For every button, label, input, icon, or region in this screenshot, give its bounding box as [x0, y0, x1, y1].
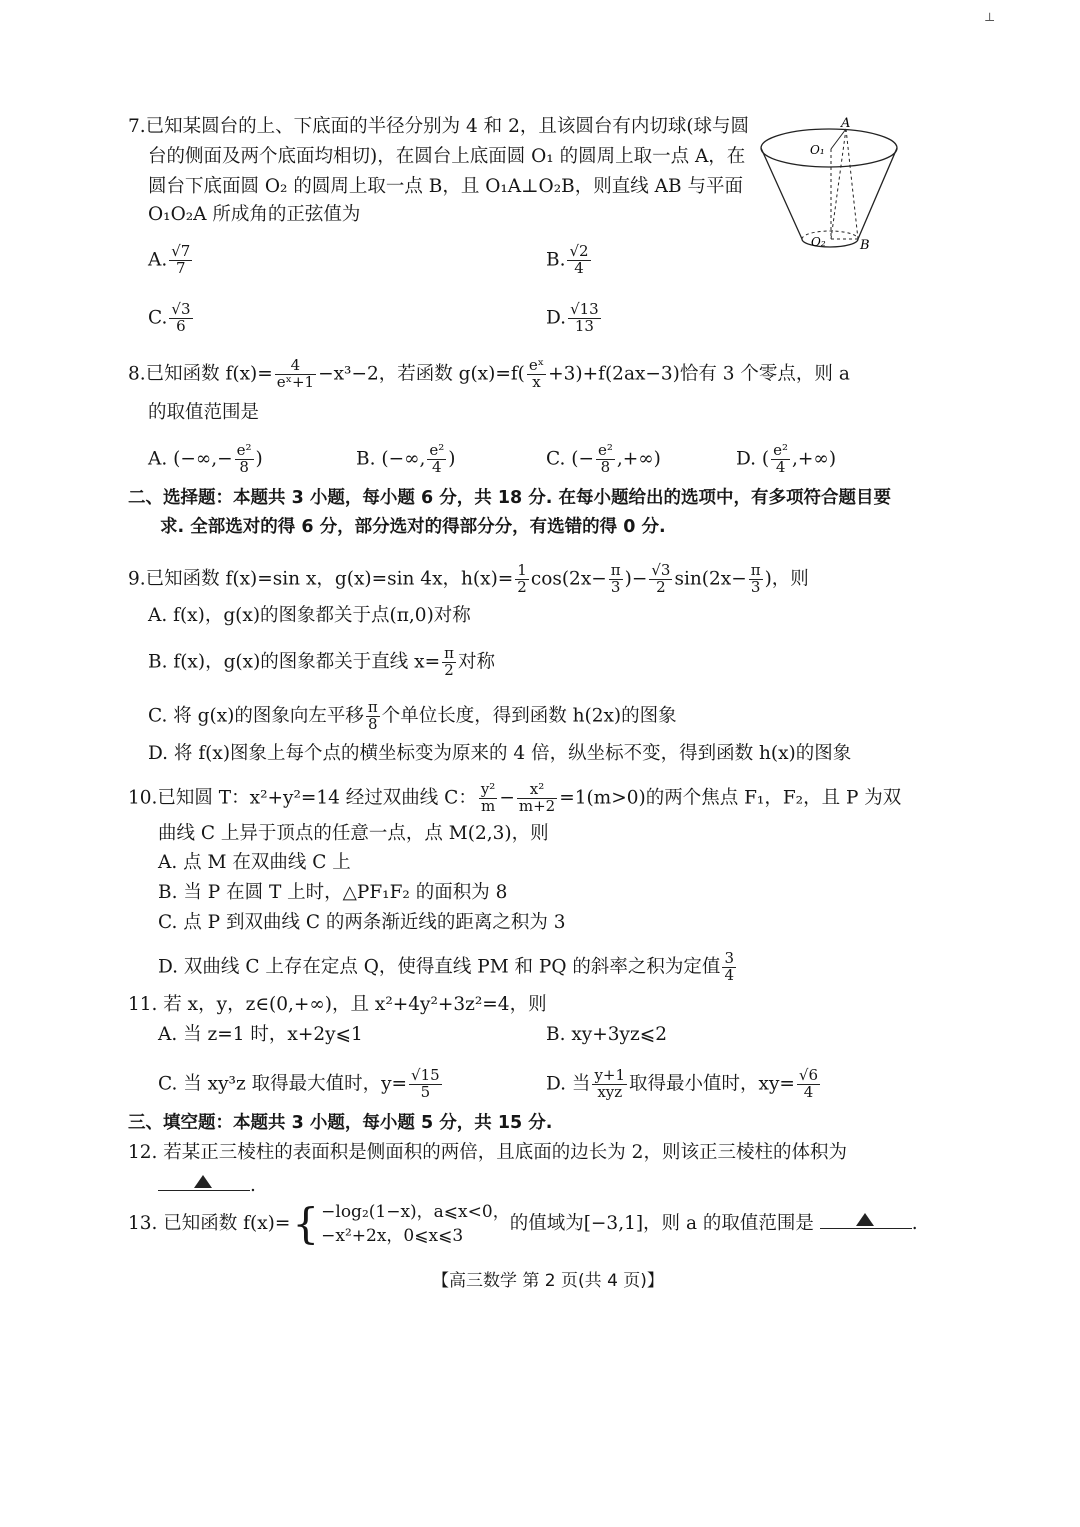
q8-option-c: C. (− $\frac{\text{e²}}{8}$ ,+∞)	[546, 441, 661, 476]
triangle-icon	[194, 1175, 212, 1188]
q10-stem: 10.已知圆 T：x²+y²=14 经过双曲线 C： $\frac{\text{y²}}{m}$ − $\frac{\text{x²}}{m+2}$ =1(m>0)的两个焦点 F₁，F₂，且 P 为双	[128, 780, 902, 815]
q7-option-c: C. $\frac{√3}{6}$	[148, 300, 191, 335]
q10-line2: 曲线 C 上异于顶点的任意一点，点 M(2,3)，则	[158, 823, 549, 844]
q10-option-d: D. 双曲线 C 上存在定点 Q，使得直线 PM 和 PQ 的斜率之积为定值 $\frac{3}{4}$	[158, 949, 734, 984]
corner-mark: ⊥	[984, 10, 996, 24]
q8-option-d: D. ( $\frac{\text{e²}}{4}$ ,+∞)	[736, 441, 837, 476]
section2-heading: 二、选择题：本题共 3 小题，每小题 6 分，共 18 分. 在每小题给出的选项中，有多项符合题目要	[128, 488, 891, 508]
q13-answer-blank[interactable]	[820, 1208, 912, 1229]
q10-option-b: B. 当 P 在圆 T 上时，△PF₁F₂ 的面积为 8	[158, 882, 508, 903]
page-footer: 【高三数学 第 2 页(共 4 页)】	[432, 1271, 664, 1291]
q11-option-d: D. 当 $\frac{y+1}{\text{xyz}}$ 取得最小值时，xy= $\frac{√6}{4}$	[546, 1066, 819, 1101]
q9-option-d: D. 将 f(x)图象上每个点的横坐标变为原来的 4 倍，纵坐标不变，得到函数 h(x)的图象	[148, 743, 852, 764]
q8-option-b: B. (−∞, $\frac{\text{e²}}{4}$ )	[356, 441, 456, 476]
q7-line1: 7.已知某圆台的上、下底面的半径分别为 4 和 2，且该圆台有内切球(球与圆	[128, 116, 750, 137]
q9-stem: 9.已知函数 f(x)=sin x，g(x)=sin 4x，h(x)= $\frac{1}{2}$ cos(2x− $\frac{\pi}{3}$ )− $\frac{√3}{2}$ sin(2x− $\frac{\pi}{3}$ )，则	[128, 561, 809, 596]
q7-option-b: B. $\frac{√2}{4}$	[546, 242, 589, 277]
q11-option-c: C. 当 xy³z 取得最大值时，y= $\frac{√15}{5}$	[158, 1066, 440, 1101]
fig-label-o2: O₂	[811, 235, 826, 249]
q7-line4: O₁O₂A 所成角的正弦值为	[148, 204, 361, 225]
fig-label-a: A	[841, 116, 851, 131]
q12-stem: 12. 若某正三棱柱的表面积是侧面积的两倍，且底面的边长为 2，则该正三棱柱的体积为	[128, 1142, 847, 1163]
fig-label-b: B	[860, 238, 870, 253]
q9-option-b: B. f(x)，g(x)的图象都关于直线 x= $\frac{\pi}{2}$ 对称	[148, 644, 495, 679]
q10-option-a: A. 点 M 在双曲线 C 上	[158, 852, 351, 873]
q12-answer-blank[interactable]	[158, 1170, 250, 1191]
q11-stem: 11. 若 x，y，z∈(0,+∞)，且 x²+4y²+3z²=4，则	[128, 994, 547, 1015]
q9-option-c: C. 将 g(x)的图象向左平移 $\frac{\pi}{8}$ 个单位长度，得到函数 h(2x)的图象	[148, 698, 677, 733]
brace-icon: {	[292, 1199, 320, 1248]
q8-option-a: A. (−∞,− $\frac{\text{e²}}{8}$ )	[148, 441, 263, 476]
q11-option-a: A. 当 z=1 时，x+2y⩽1	[158, 1024, 363, 1045]
section2-line2: 求. 全部选对的得 6 分，部分选对的得部分分，有选错的得 0 分.	[160, 517, 666, 537]
q11-option-b: B. xy+3yz⩽2	[546, 1024, 667, 1045]
triangle-icon	[856, 1213, 874, 1226]
section3-heading: 三、填空题：本题共 3 小题，每小题 5 分，共 15 分.	[128, 1113, 553, 1133]
q7-line2: 台的侧面及两个底面均相切)，在圆台上底面圆 O₁ 的圆周上取一点 A，在	[148, 146, 746, 167]
q7-line3: 圆台下底面圆 O₂ 的圆周上取一点 B，且 O₁A⊥O₂B，则直线 AB 与平面	[148, 176, 743, 197]
q7-option-d: D. $\frac{√13}{13}$	[546, 300, 599, 335]
fig-label-o1: O₁	[810, 143, 825, 157]
q7-option-a: A. $\frac{√7}{7}$	[148, 242, 191, 277]
frustum-figure	[756, 112, 906, 257]
q10-option-c: C. 点 P 到双曲线 C 的两条渐近线的距离之积为 3	[158, 912, 566, 933]
q12-answer-line: .	[158, 1170, 256, 1198]
q8-line2: 的取值范围是	[148, 402, 260, 423]
q9-option-a: A. f(x)，g(x)的图象都关于点(π,0)对称	[148, 605, 471, 626]
q8-stem: 8.已知函数 f(x)= $\frac{4}{\text{eˣ+1}}$ −x³−2，若函数 g(x)=f( $\frac{\text{eˣ}}{x}$ +3)+f(2ax−3)恰有 3 个零点，则 a	[128, 356, 850, 391]
q13-stem: 13. 已知函数 f(x)={ −log₂(1−x)，a⩽x<0， −x²+2x，0⩽x⩽3 的值域为[−3,1]，则 a 的取值范围是 .	[128, 1199, 918, 1248]
